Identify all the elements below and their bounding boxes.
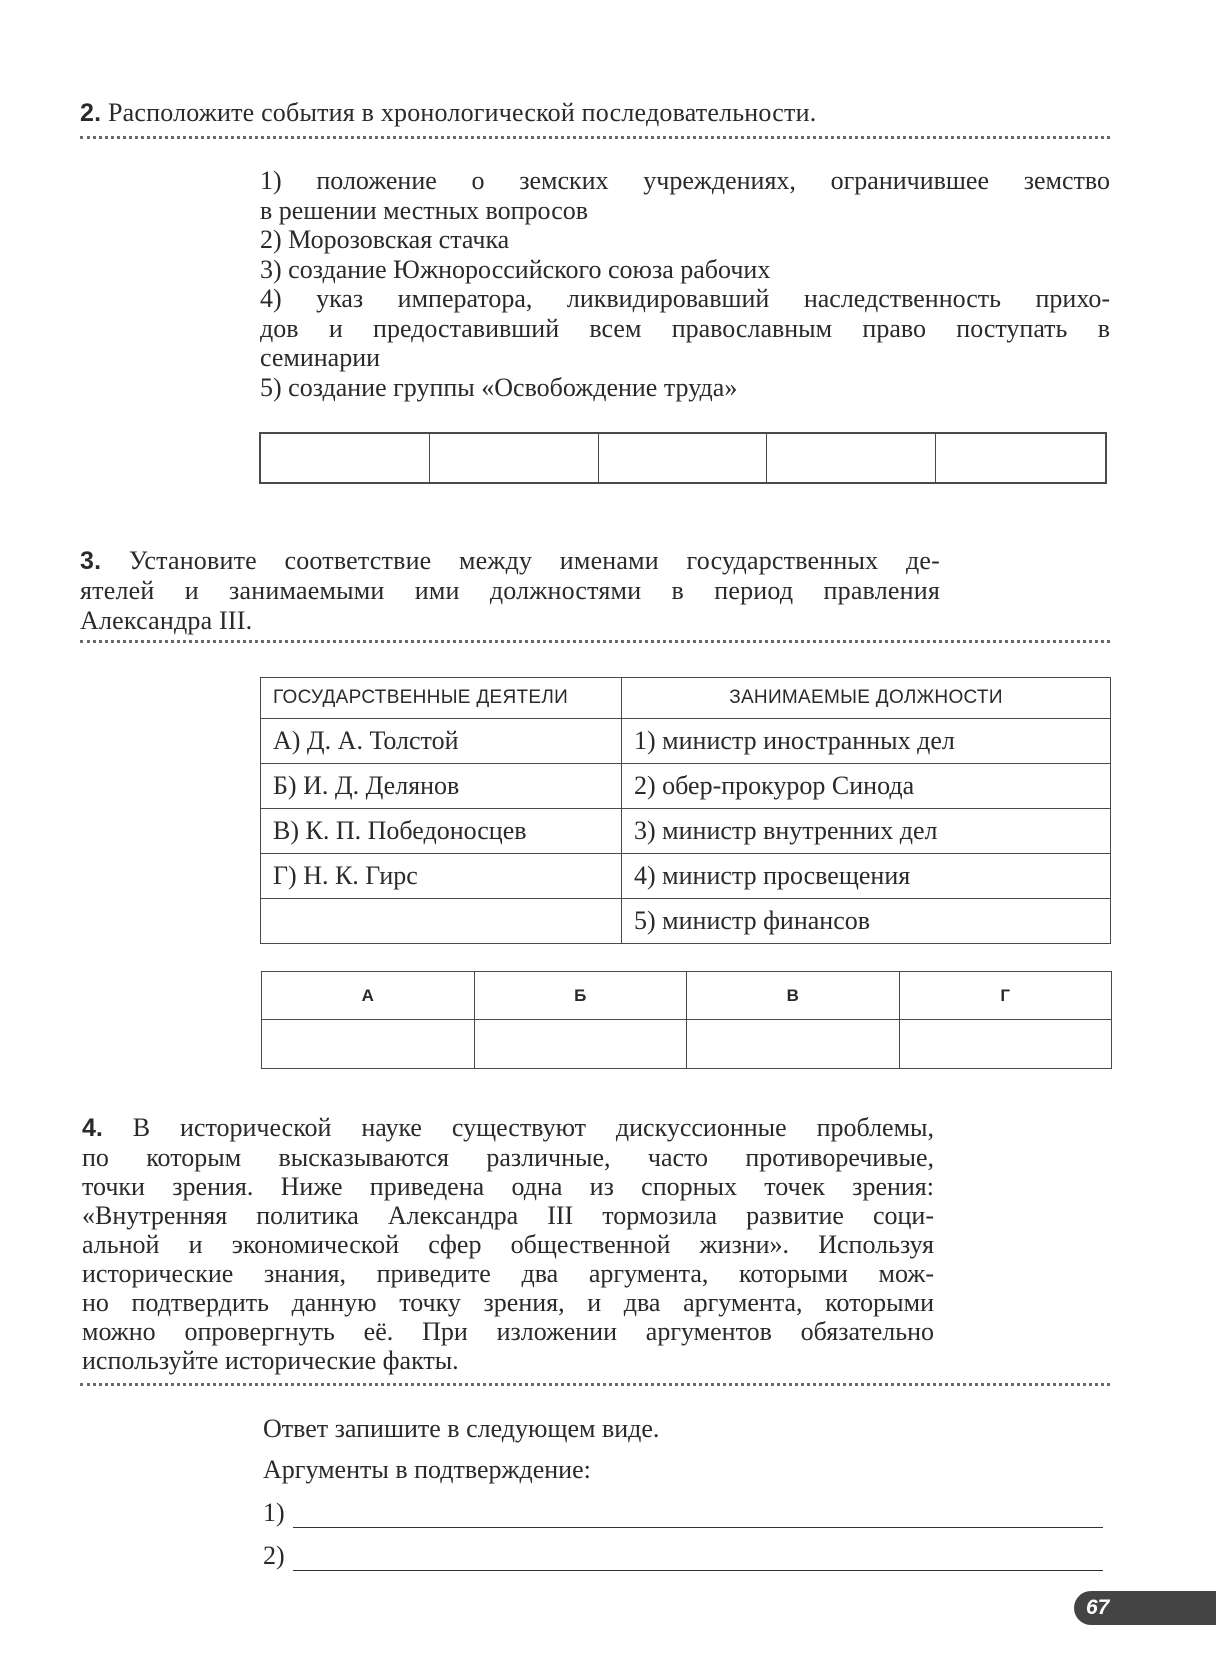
- task-2-title: [80, 98, 1110, 128]
- task-text: исторические знания, приведите два аргумента, которыми мож-: [82, 1259, 934, 1288]
- task-text: альной и экономической сфер общественной жизни». Используя: [82, 1230, 934, 1259]
- table-row: [261, 899, 1111, 944]
- list-item: 4) указ императора, ликвидировавший наследственность прихо-: [260, 284, 1110, 313]
- answer-cell[interactable]: [262, 1020, 475, 1069]
- answer-cell[interactable]: [474, 1020, 687, 1069]
- answer-cell[interactable]: [936, 434, 1105, 482]
- answer-line-label: 1): [263, 1498, 285, 1527]
- matching-table: [260, 677, 1111, 944]
- answer-line: [263, 1541, 1103, 1571]
- task-text: «Внутренняя политика Александра III тормозила развитие соци-: [82, 1201, 934, 1230]
- answer-cell[interactable]: [687, 1020, 900, 1069]
- task-number: 3.: [80, 547, 102, 575]
- table-cell: А) Д. А. Толстой: [261, 719, 622, 764]
- answer-header: Б: [474, 972, 687, 1020]
- task-2-items: [260, 166, 1110, 402]
- answer-line-label: 2): [263, 1541, 285, 1570]
- table-cell: Б) И. Д. Делянов: [261, 764, 622, 809]
- task-3-answer-table: [261, 971, 1112, 1069]
- task-text: можно опровергнуть её. При изложении аргументов обязательно: [82, 1317, 934, 1346]
- task-text: используйте исторические факты.: [82, 1346, 459, 1375]
- task-text: Александра III.: [80, 606, 253, 635]
- table-row: [261, 764, 1111, 809]
- table-header-row: [261, 678, 1111, 719]
- answer-line: [263, 1498, 1103, 1528]
- table-cell: 5) министр финансов: [622, 899, 1111, 944]
- table-row: [261, 854, 1111, 899]
- task-text: ятелей и занимаемыми ими должностями в период правления: [80, 576, 940, 605]
- task-text: точки зрения. Ниже приведена одна из спорных точек зрения:: [82, 1172, 934, 1201]
- table-cell: 2) обер-прокурор Синода: [622, 764, 1111, 809]
- page-number: 67: [1086, 1596, 1110, 1619]
- answer-cell[interactable]: [899, 1020, 1112, 1069]
- answer-header: А: [262, 972, 475, 1020]
- answer-cell[interactable]: [430, 434, 599, 482]
- task-text: по которым высказываются различные, часто противоречивые,: [82, 1143, 934, 1172]
- task-3-title: [80, 546, 940, 636]
- list-item: 2) Морозовская стачка: [260, 225, 510, 254]
- confirm-label: Аргументы в подтверждение:: [263, 1455, 591, 1484]
- answer-header: Г: [899, 972, 1112, 1020]
- column-header: ЗАНИМАЕМЫЕ ДОЛЖНОСТИ: [622, 678, 1111, 719]
- list-item-cont: дов и предоставивший всем православным право поступать в: [260, 313, 1110, 343]
- table-cell: 4) министр просвещения: [622, 854, 1111, 899]
- answer-header: В: [687, 972, 900, 1020]
- dotted-divider: [80, 1383, 1110, 1386]
- table-cell: 1) министр иностранных дел: [622, 719, 1111, 764]
- table-cell: 3) министр внутренних дел: [622, 809, 1111, 854]
- task-text: Расположите события в хронологической последовательности.: [107, 98, 817, 127]
- table-row: [261, 809, 1111, 854]
- table-cell: В) К. П. Победоносцев: [261, 809, 622, 854]
- answer-line-input[interactable]: [293, 1505, 1103, 1528]
- list-item-cont: в решении местных вопросов: [260, 195, 589, 225]
- task-4-text: [82, 1113, 934, 1375]
- answer-cell[interactable]: [599, 434, 768, 482]
- answer-row: [262, 1020, 1112, 1069]
- column-header: ГОСУДАРСТВЕННЫЕ ДЕЯТЕЛИ: [261, 678, 622, 719]
- dotted-divider: [80, 640, 1110, 643]
- list-item: 5) создание группы «Освобождение труда»: [260, 372, 738, 402]
- table-row: [261, 719, 1111, 764]
- list-item-cont: семинарии: [260, 343, 381, 372]
- answer-instruction: Ответ запишите в следующем виде.: [263, 1414, 660, 1443]
- answer-cell[interactable]: [261, 434, 430, 482]
- task-number: 4.: [82, 1114, 103, 1142]
- task-2-answer-grid: [259, 432, 1107, 484]
- task-text: но подтвердить данную точку зрения, и два аргумента, которыми: [82, 1288, 934, 1317]
- list-item: 1) положение о земских учреждениях, ограничившее земство: [260, 166, 1110, 195]
- table-cell: Г) Н. К. Гирс: [261, 854, 622, 899]
- table-cell: [261, 899, 622, 944]
- page-number-tab: [1074, 1591, 1216, 1625]
- task-text: Установите соответствие между именами государственных де-: [128, 546, 940, 575]
- task-text: В исторической науке существуют дискуссионные проблемы,: [132, 1113, 935, 1142]
- dotted-divider: [80, 136, 1110, 139]
- list-item: 3) создание Южнороссийского союза рабочих: [260, 254, 771, 284]
- answer-line-input[interactable]: [293, 1548, 1103, 1571]
- answer-header-row: [262, 972, 1112, 1020]
- answer-cell[interactable]: [767, 434, 936, 482]
- task-number: 2.: [80, 99, 102, 127]
